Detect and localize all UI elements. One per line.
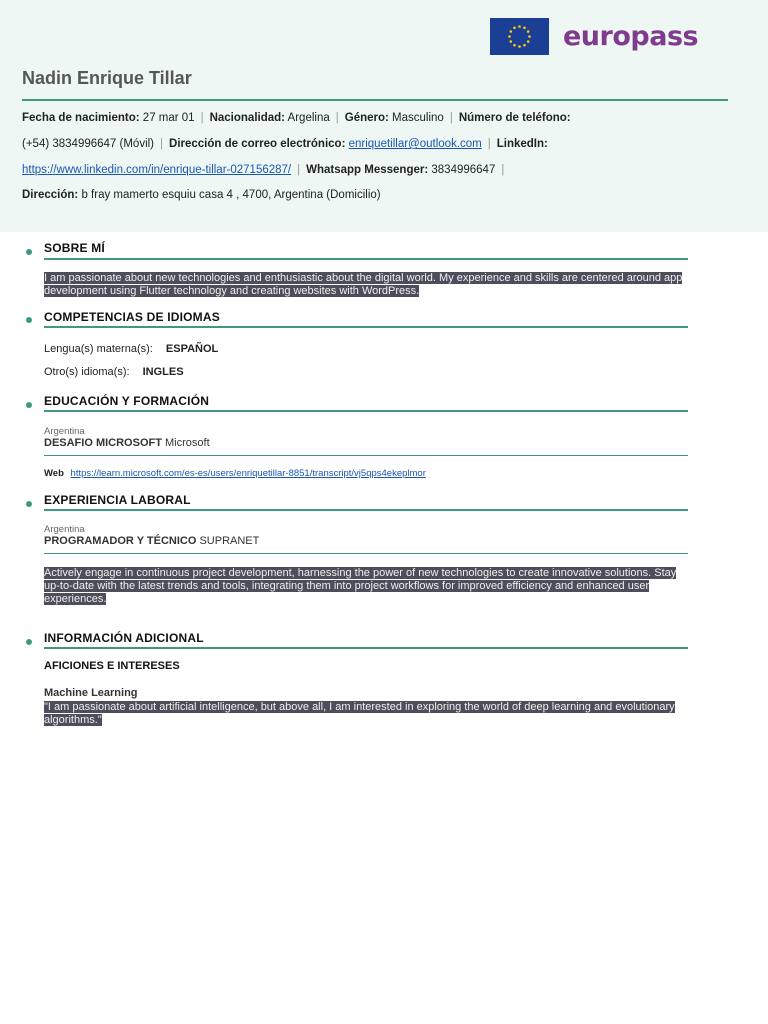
- europass-wordmark: europass: [563, 21, 699, 52]
- section-title-education: EDUCACIÓN Y FORMACIÓN: [44, 394, 210, 408]
- education-institution: Microsoft: [165, 437, 210, 449]
- phone-value: (+54) 3834996647 (Móvil): [22, 138, 155, 150]
- entry-divider: [44, 553, 688, 554]
- personal-info-line-3: https://www.linkedin.com/in/enrique-tillar-027156287/ | Whatsapp Messenger: 3834996647 |: [22, 164, 505, 176]
- email-link[interactable]: enriquetillar@outlook.com: [348, 138, 482, 150]
- section-divider: [44, 647, 688, 649]
- section-bullet: [26, 402, 32, 408]
- gender-value: Masculino: [392, 112, 444, 124]
- about-text-block: [44, 272, 694, 298]
- phone-label: Número de teléfono:: [458, 112, 571, 124]
- section-title-languages: COMPETENCIAS DE IDIOMAS: [44, 310, 220, 324]
- native-language-label: Lengua(s) materna(s):: [44, 343, 153, 355]
- name-divider: [22, 99, 728, 101]
- eu-flag-icon: [490, 18, 549, 55]
- section-bullet: [26, 639, 32, 645]
- interest-text: "I am passionate about artificial intelligence, but above all, I am interested in exploring the world of deep learning and evolutionary algorithms.": [44, 701, 675, 726]
- interest-text-block: [44, 701, 694, 727]
- address-value: b fray mamerto esquiu casa 4 , 4700, Argentina (Domicilio): [81, 189, 381, 201]
- birth-label: Fecha de nacimiento:: [22, 112, 140, 124]
- section-divider: [44, 509, 688, 511]
- education-entry: [44, 437, 210, 449]
- native-language-row: [44, 343, 218, 355]
- address-label: Dirección:: [22, 189, 79, 201]
- personal-info-line-2: (+54) 3834996647 (Móvil) | Dirección de correo electrónico: enriquetillar@outlook.com | LinkedIn:: [22, 138, 548, 150]
- gender-label: Género:: [344, 112, 389, 124]
- section-divider: [44, 258, 688, 260]
- header: [0, 0, 768, 232]
- experience-entry: [44, 535, 259, 547]
- entry-divider: [44, 455, 688, 456]
- whatsapp-label: Whatsapp Messenger:: [306, 164, 429, 176]
- interest-title: Machine Learning: [44, 687, 138, 699]
- personal-info-line-4: [22, 189, 381, 201]
- experience-text: Actively engage in continuous project development, harnessing the power of new technologies to create innovative solutions. Stay up-to-date with the latest trends and tools, integrating them into project workflows for improved efficiency and enhanced user experiences.: [44, 567, 677, 605]
- section-bullet: [26, 501, 32, 507]
- native-language-value: ESPAÑOL: [165, 343, 219, 355]
- education-degree: DESAFIO MICROSOFT: [44, 437, 162, 449]
- nationality-value: Argelina: [287, 112, 330, 124]
- section-title-about: SOBRE MÍ: [44, 241, 105, 255]
- experience-location: Argentina: [44, 524, 85, 535]
- hobbies-subtitle: AFICIONES E INTERESES: [44, 660, 180, 672]
- person-name: Nadin Enrique Tillar: [22, 68, 192, 88]
- linkedin-label: LinkedIn:: [496, 138, 548, 150]
- personal-info-line-1: Fecha de nacimiento: 27 mar 01 | Nacionalidad: Argelina | Género: Masculino | Número de teléfono:: [22, 112, 571, 124]
- europass-logo: [490, 18, 698, 55]
- education-web-link[interactable]: https://learn.microsoft.com/es-es/users/enriquetillar-8851/transcript/vj5qps4ekeplmor: [70, 468, 426, 479]
- birth-value: 27 mar 01: [142, 112, 195, 124]
- nationality-label: Nacionalidad:: [209, 112, 285, 124]
- other-language-label: Otro(s) idioma(s):: [44, 366, 130, 378]
- email-label: Dirección de correo electrónico:: [169, 138, 346, 150]
- section-title-additional: INFORMACIÓN ADICIONAL: [44, 631, 204, 645]
- other-language-value: INGLES: [142, 366, 184, 378]
- whatsapp-value: 3834996647: [431, 164, 496, 176]
- section-bullet: [26, 249, 32, 255]
- section-divider: [44, 410, 688, 412]
- section-bullet: [26, 317, 32, 323]
- other-language-row: [44, 366, 184, 378]
- education-location: Argentina: [44, 426, 85, 437]
- experience-text-block: [44, 567, 694, 606]
- section-title-experience: EXPERIENCIA LABORAL: [44, 493, 191, 507]
- education-web-row: [44, 468, 426, 479]
- about-text: I am passionate about new technologies and enthusiastic about the digital world. My experience and skills are centered around app development using Flutter technology and creating websites with WordPress.: [44, 272, 683, 297]
- experience-company: SUPRANET: [199, 535, 260, 547]
- linkedin-link[interactable]: https://www.linkedin.com/in/enrique-tillar-027156287/: [22, 164, 292, 176]
- experience-role: PROGRAMADOR Y TÉCNICO: [44, 535, 197, 547]
- education-web-label: Web: [44, 468, 64, 479]
- section-divider: [44, 326, 688, 328]
